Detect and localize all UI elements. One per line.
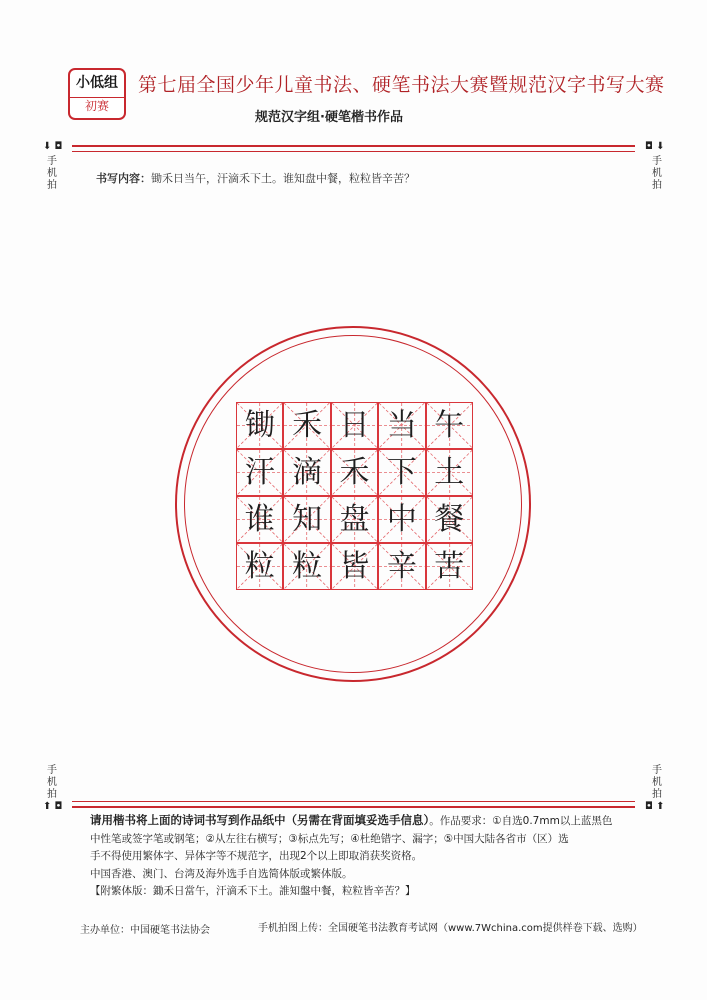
grid-char: 禾: [292, 408, 323, 443]
side-mark-top-left: 手机拍: [47, 156, 57, 191]
grid-cell: [331, 496, 378, 543]
grid-cell: [331, 543, 378, 590]
grid-char: 禾: [339, 455, 370, 490]
bottom-rule-thin: [72, 801, 635, 802]
side-mark-top-right: 手机拍: [652, 156, 662, 191]
grid-cell: [236, 449, 283, 496]
top-rule-thick: [72, 145, 635, 147]
grid-cell: [236, 496, 283, 543]
grid-cell: [283, 543, 330, 590]
grid-cell: [426, 449, 473, 496]
note-line2: 中性笔或签字笔或钢笔；②从左往右横写；③标点先写；④杜绝错字、漏字；⑤中国大陆各省市（区）选: [90, 832, 569, 845]
upload-info: 手机拍图上传：全国硬笔书法教育考试网（www.7Wchina.com提供样卷下载、选购）: [258, 923, 643, 934]
grid-cell: [283, 496, 330, 543]
grid-cell: [426, 402, 473, 449]
note-lead: 请用楷书将上面的诗词书写到作品纸中（另需在背面填妥选手信息）: [90, 813, 430, 827]
camera-icon-top-left: ⬇ ◘: [43, 141, 63, 152]
badge-group-label: 小低组: [70, 70, 124, 98]
camera-icon-top-right: ◘ ⬇: [645, 141, 665, 152]
grid-cell: [283, 402, 330, 449]
organizer: 主办单位：中国硬笔书法协会: [80, 925, 210, 936]
grid-cell: [378, 496, 425, 543]
grid-cell: [236, 402, 283, 449]
grid-char: 土: [434, 455, 465, 490]
grid-char: 下: [386, 455, 417, 490]
grid-cell: [378, 543, 425, 590]
note-line4: 中国香港、澳门、台湾及海外选手自选简体版或繁体版。: [90, 867, 353, 880]
grid-char: 苦: [434, 549, 465, 584]
note-line1: 。作品要求：①自选0.7mm以上蓝黑色: [429, 815, 613, 827]
writing-content-text: 锄禾日当午，汗滴禾下土。谁知盘中餐，粒粒皆辛苦？: [151, 172, 415, 185]
side-mark-bottom-left: 手机拍: [47, 765, 57, 800]
grid-cell: [331, 402, 378, 449]
grid-char: 当: [386, 408, 417, 443]
grid-char: 粒: [292, 549, 323, 584]
note-line3: 手不得使用繁体字、异体字等不规范字，出现2个以上即取消获奖资格。: [90, 850, 423, 862]
grid-cell: [378, 449, 425, 496]
badge-round-label: 初赛: [84, 99, 109, 113]
requirements-note: [90, 812, 650, 901]
side-mark-bottom-right: 手机拍: [652, 765, 662, 800]
bottom-rule-thick: [72, 806, 635, 808]
grid-cell: [426, 543, 473, 590]
grid-char: 餐: [434, 502, 465, 537]
grid-cell: [378, 402, 425, 449]
note-line5: 【附繁体版：鋤禾日當午，汗滴禾下土。誰知盤中餐，粒粒皆辛苦？】: [90, 885, 416, 897]
grid-char: 滴: [292, 455, 323, 490]
camera-icon-bottom-right: ◘ ⬆: [645, 801, 665, 812]
writing-content-label: 书写内容：: [96, 172, 151, 185]
grid-char: 谁: [244, 502, 275, 537]
page-subtitle: 规范汉字组·硬笔楷书作品: [255, 110, 403, 125]
camera-icon-bottom-left: ⬆ ◘: [43, 801, 63, 812]
grid-char: 知: [292, 502, 323, 537]
top-rule-thin: [72, 151, 635, 152]
grid-cell: [331, 449, 378, 496]
grid-char: 汗: [244, 455, 275, 490]
group-badge: [68, 68, 126, 120]
grid-cell: [426, 496, 473, 543]
grid-char: 皆: [339, 549, 370, 584]
grid-char: 辛: [386, 549, 417, 584]
grid-char: 锄: [244, 408, 275, 443]
page-title: 第七届全国少年儿童书法、硬笔书法大赛暨规范汉字书写大赛: [138, 74, 665, 96]
grid-char: 盘: [339, 502, 370, 537]
grid-char: 午: [434, 408, 465, 443]
grid-char: 日: [339, 408, 370, 443]
grid-char: 中: [386, 502, 417, 537]
grid-char: 粒: [244, 549, 275, 584]
rice-grid: [236, 402, 473, 590]
writing-content: [96, 170, 415, 186]
grid-cell: [283, 449, 330, 496]
grid-cell: [236, 543, 283, 590]
